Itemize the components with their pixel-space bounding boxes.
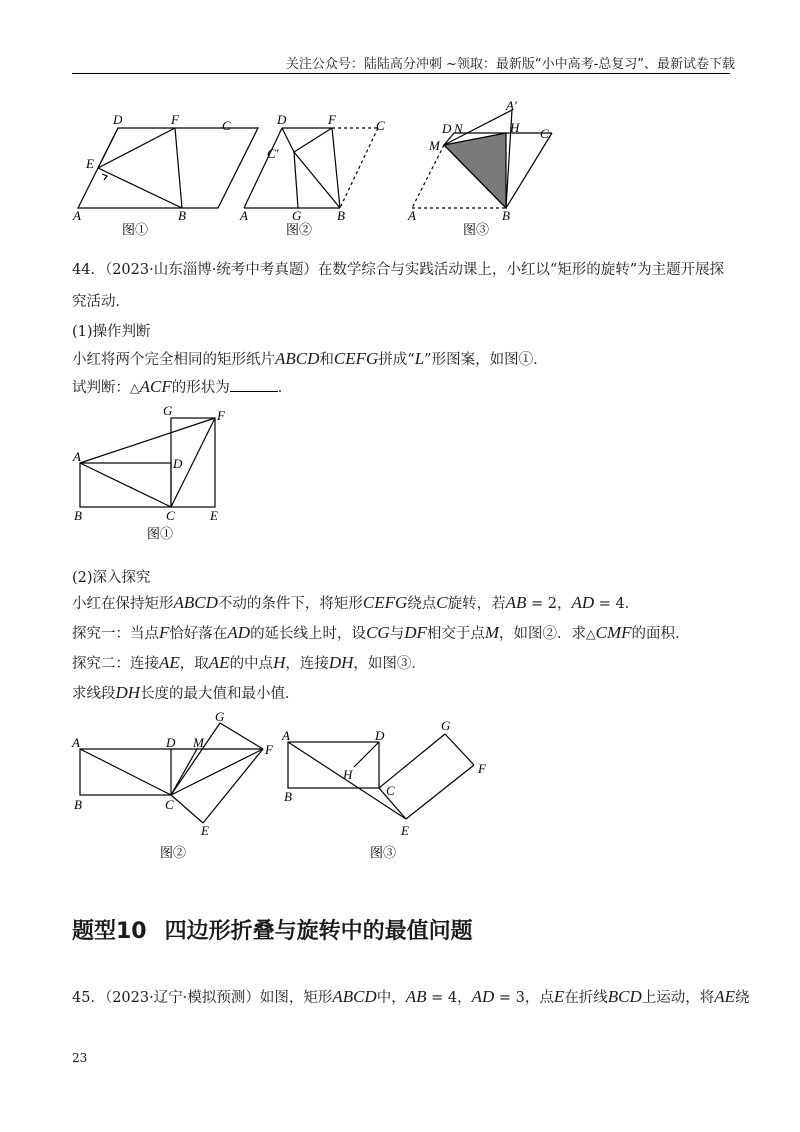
page-number: 23 [72,1051,88,1065]
section-heading-title: 四边形折叠与旋转中的最值问题 [164,919,473,944]
p44f3-label-g: G [441,718,451,733]
fig1-label-d: D [113,112,123,127]
p44-part2-text: 小红在保持矩形ABCD不动的条件下，将矩形CEFG绕点C旋转，若AB = 2，AD = 4． [72,593,640,612]
p44f1-label-e: E [210,508,218,523]
p44-figure-3 [288,734,474,819]
fig3-label-m: M [429,138,440,153]
p44f2-label-d: D [166,735,176,750]
p44f3-label-f: F [478,761,486,776]
p44-figure-1 [60,400,260,545]
figure-1-top [78,128,258,208]
p44f2-label-c: C [165,797,174,812]
p44f1-label-c: C [166,508,175,523]
p44-line2: 究活动． [72,294,130,310]
fig2-label-g: G [292,208,302,223]
p44-ask: 求线段DH长度的最大值和最小值． [72,683,300,702]
p44f3-label-d: D [375,728,385,743]
fig3-label-d: D [442,121,452,136]
p44f2-label-f: F [265,742,273,757]
header-rule [72,73,730,74]
fig1-caption: 图① [122,222,149,237]
fig1-label-b: B [178,208,186,223]
p44-part1-text: 小红将两个完全相同的矩形纸片ABCD和CEFG拼成“L”形图案，如图①． [72,349,548,368]
fig2-label-d: D [277,112,287,127]
p44-part2-title: (2)深入探究 [72,570,151,586]
p44f2-label-e: E [201,823,209,838]
page-header: 关注公众号：陆陆高分冲刺 ~领取：最新版“小中高考-总复习”、最新试卷下载 [285,57,735,72]
section-heading [72,914,473,945]
fig2-label-a: A [240,208,248,223]
p44f1-label-g: G [163,403,173,418]
p44f1-label-f: F [217,408,225,423]
fig3-caption: 图③ [463,222,490,237]
fig3-label-n: N [454,121,463,136]
fig1-label-e: E [86,156,94,171]
p44f2-label-b: B [74,797,82,812]
fig2-label-c: C [376,118,385,133]
p44-line1: 44．（2023·山东淄博·统考中考真题）在数学综合与实践活动课上，小红以“矩形的旋转”为主题开展探 [72,262,725,278]
fig3-label-c: C [540,126,549,141]
p44f3-label-a: A [282,728,290,743]
fig3-label-h: H [510,120,520,135]
fig3-label-aprime: A′ [506,100,517,113]
figure-2-top [244,128,378,208]
p44f2-label-g: G [215,709,225,724]
p44f1-label-b: B [74,508,82,523]
fig1-label-f: F [171,112,179,127]
fig1-label-a: A [73,208,81,223]
p44f3-label-b: B [284,789,292,804]
fig2-caption: 图② [286,222,313,237]
p44f1-caption: 图① [147,526,174,541]
p44f1-label-d: D [173,456,183,471]
p44-judge: 试判断：△ACF的形状为 ． [72,377,293,396]
p44f2-label-m: M [193,735,204,750]
p44-explore1: 探究一：当点F恰好落在AD的延长线上时，设CG与DF相交于点M，如图②．求△CMF的面积． [72,623,690,642]
p44f1-label-a: A [73,449,81,464]
p44f2-label-a: A [72,735,80,750]
p44f3-label-h: H [343,767,353,782]
section-heading-tag: 题型10 [72,919,147,944]
p45-line1: 45．（2023·辽宁·模拟预测）如图，矩形ABCD中，AB = 4，AD = 3，点E在折线BCD上运动，将AE绕 [72,987,750,1006]
p44-explore2: 探究二：连接AE，取AE的中点H，连接DH，如图③． [72,653,426,672]
p44-part1-title: (1)操作判断 [72,324,151,340]
fig3-label-a: A [408,208,416,223]
figure-3-top [412,110,552,208]
p44f2-caption: 图② [160,845,187,860]
fig2-label-b: B [337,208,345,223]
fig2-label-cprime: C′ [267,146,279,161]
p44-figures-2-3 [60,705,510,865]
fig3-label-b: B [502,208,510,223]
figure-row-top [60,100,660,240]
fig1-label-c: C [222,118,231,133]
fig2-label-f: F [328,112,336,127]
answer-blank [230,379,278,392]
p44f3-caption: 图③ [370,845,397,860]
p44f3-label-c: C [386,783,395,798]
p44f3-label-e: E [401,823,409,838]
